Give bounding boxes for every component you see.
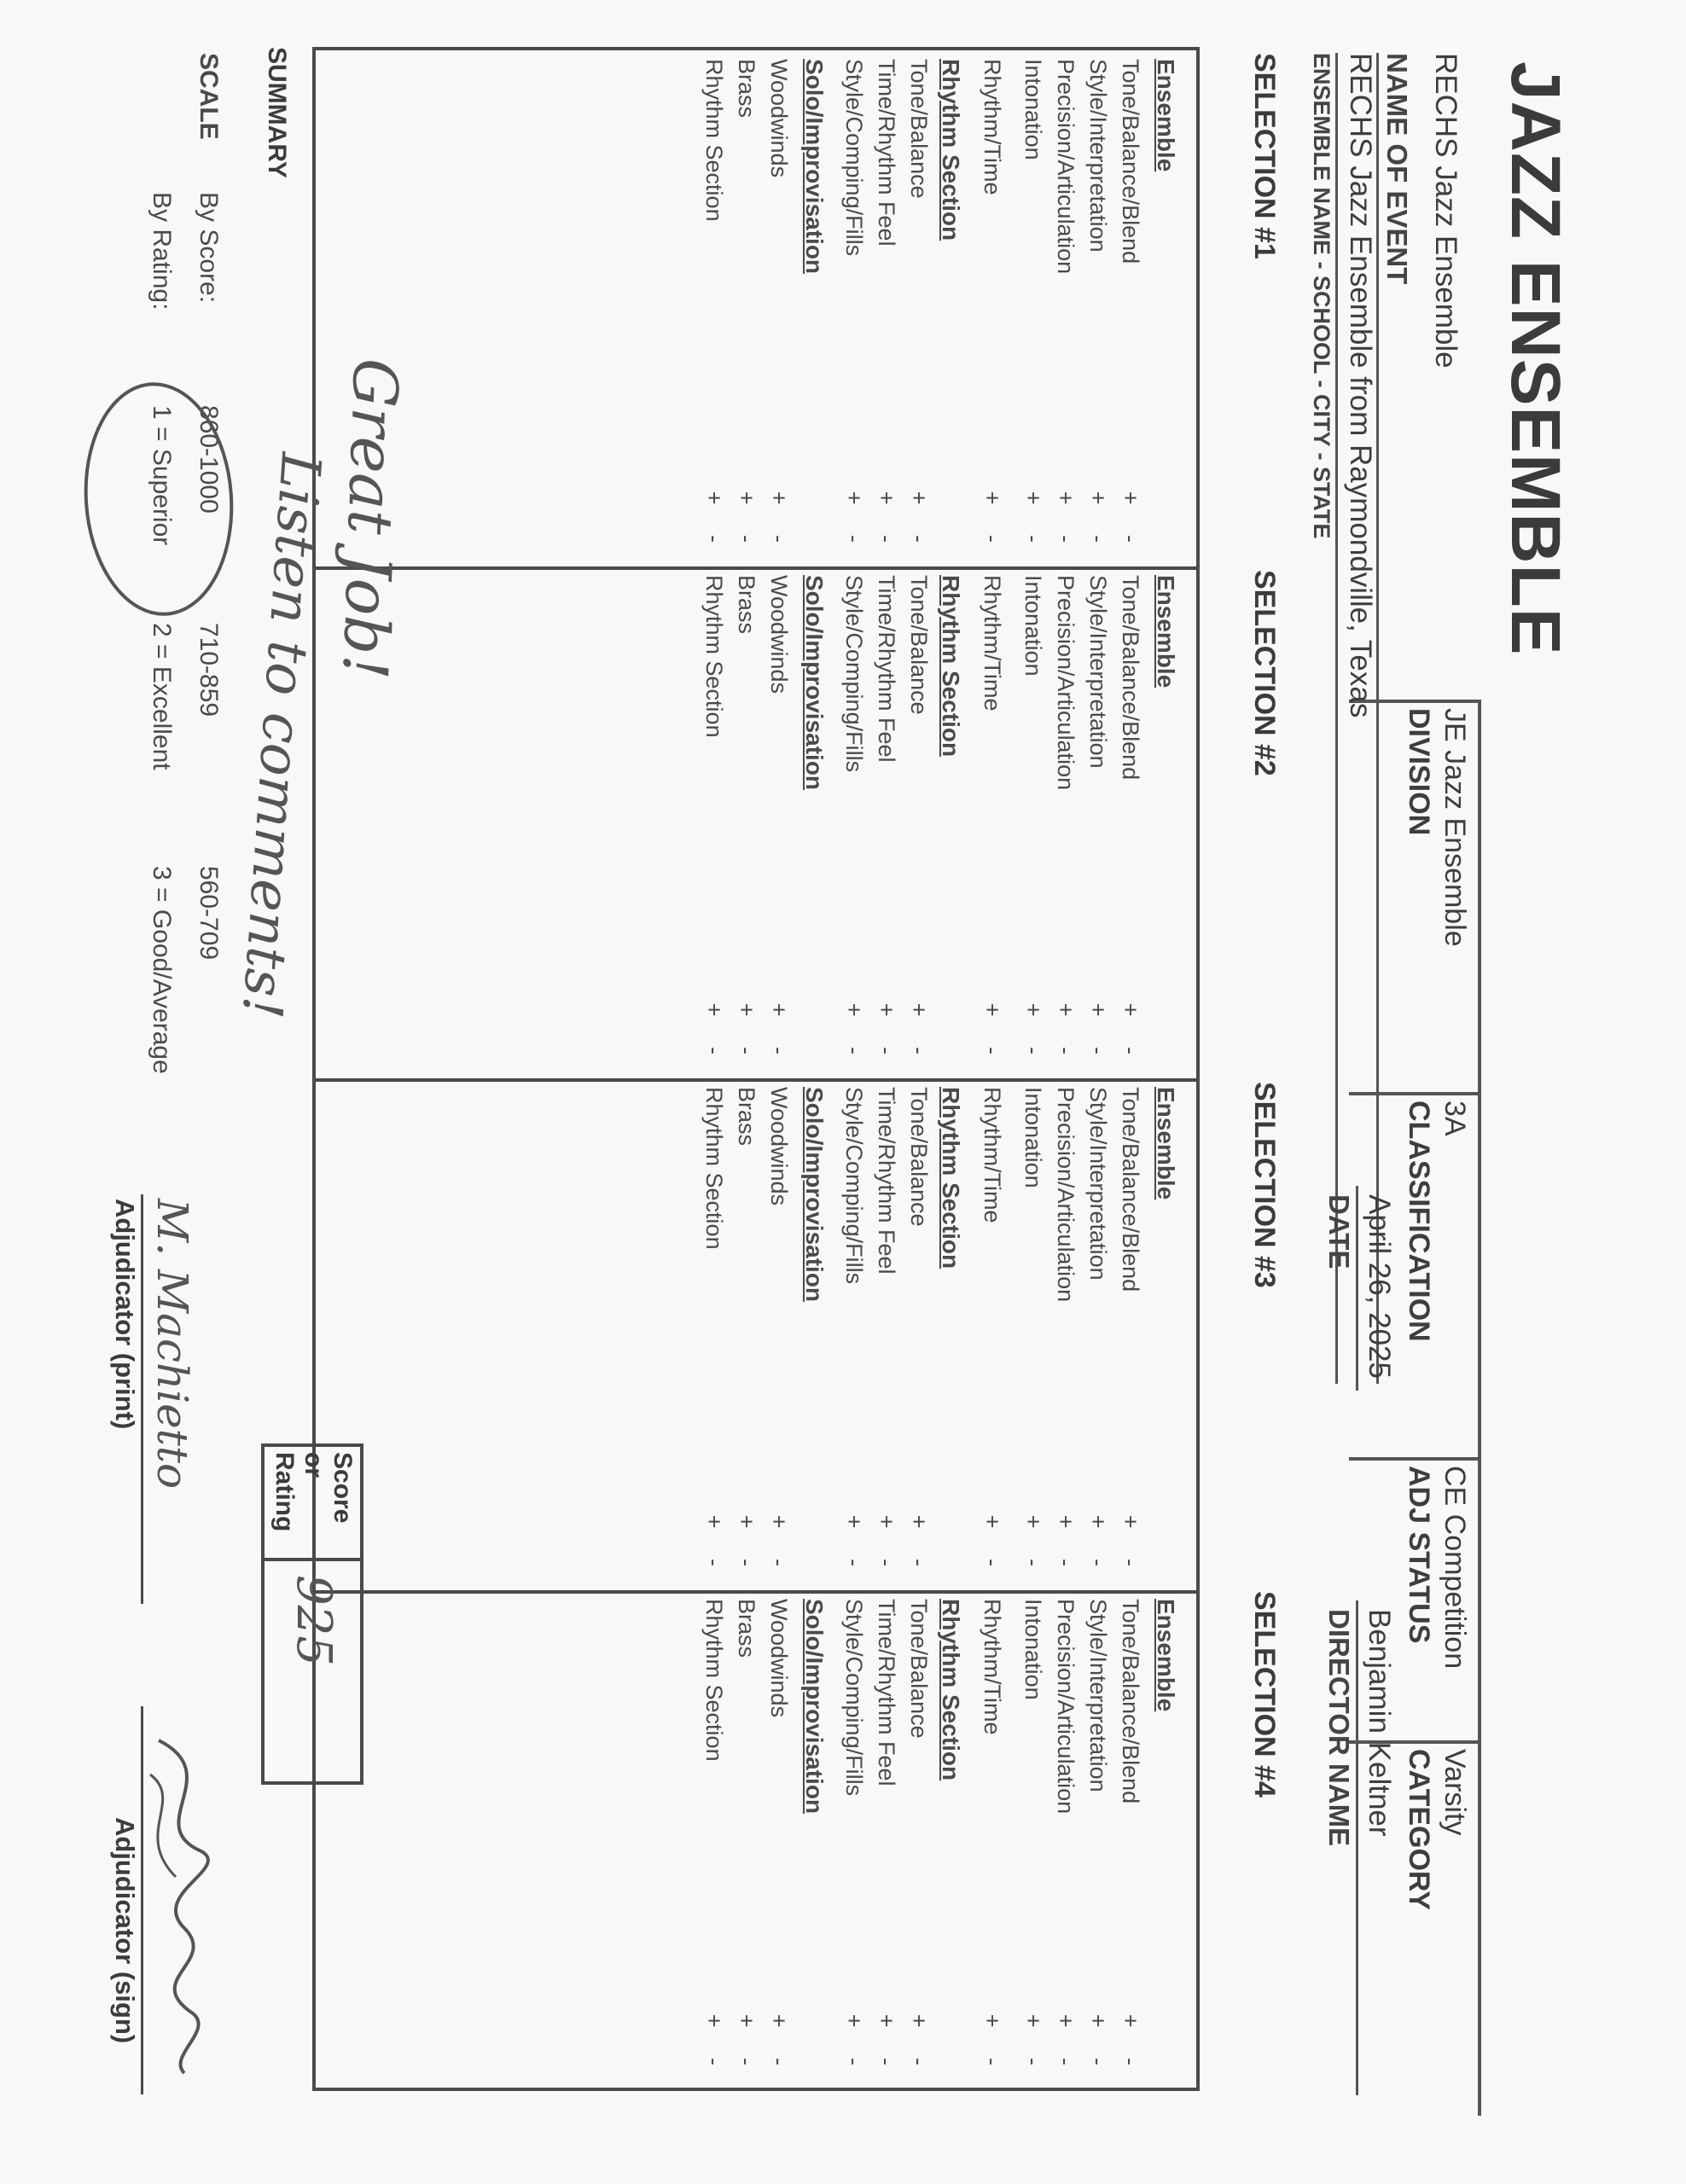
- criterion-label: Rhythm Section: [701, 575, 727, 738]
- criterion-label: Brass: [734, 59, 759, 119]
- criterion-label: Woodwinds: [766, 1599, 792, 1718]
- criterion-label: Tone/Balance: [906, 575, 932, 715]
- plus-minus-mark: + -: [874, 1002, 899, 1066]
- school-name: RECHS Jazz Ensemble: [1429, 53, 1462, 369]
- criterion-label: Time/Rhythm Feel: [874, 59, 899, 247]
- plus-minus-mark: + -: [841, 1514, 867, 1578]
- plus-minus-mark: + -: [841, 2013, 867, 2077]
- criterion-label: Time/Rhythm Feel: [874, 575, 899, 763]
- adjudicator-print-name: M. Machietto: [148, 1199, 197, 1490]
- criterion-label: Tone/Balance: [906, 1087, 932, 1227]
- criterion-label: Style/Comping/Fills: [841, 1087, 867, 1285]
- criterion-label: Rhythm/Time: [980, 575, 1005, 712]
- rating-excellent: 2 = Excellent: [148, 623, 176, 770]
- summary-label: SUMMARY: [263, 47, 291, 178]
- selection-1-column: [316, 50, 1196, 570]
- criterion-label: Brass: [734, 575, 759, 635]
- classification-value: 3A: [1439, 1101, 1471, 1136]
- plus-minus-mark: + -: [701, 491, 727, 555]
- name-of-event-label: NAME OF EVENT: [1381, 53, 1413, 285]
- criterion-label: Rhythm Section: [701, 1087, 727, 1250]
- plus-minus-mark: + -: [734, 2013, 759, 2077]
- plus-minus-mark: + -: [841, 1002, 867, 1066]
- plus-minus-mark: + -: [734, 491, 759, 555]
- director-rule: [1356, 1600, 1358, 2095]
- criterion-label: Tone/Balance/Blend: [1118, 1087, 1143, 1292]
- adjudicator-sign-line: [141, 1706, 143, 2094]
- handwritten-comment-2: Listen to comments!: [229, 450, 333, 1021]
- date-rule: [1356, 1186, 1358, 1391]
- adjudicator-print-line: [141, 1194, 143, 1604]
- plus-minus-mark: + -: [1085, 2013, 1111, 2077]
- score-box-divider: [265, 1558, 360, 1561]
- criterion-label: Rhythm Section: [938, 575, 964, 758]
- criterion-label: Rhythm/Time: [980, 59, 1005, 195]
- criterion-label: Tone/Balance/Blend: [1118, 575, 1143, 781]
- plus-minus-mark: + -: [980, 491, 1005, 555]
- criterion-label: Solo/Improvisation: [801, 1087, 828, 1303]
- score-range-superior: 860-1000: [195, 405, 223, 514]
- plus-minus-mark: + -: [734, 1002, 759, 1066]
- plus-minus-mark: + -: [1020, 491, 1046, 555]
- plus-minus-mark: + -: [906, 2013, 932, 2077]
- criterion-label: Ensemble: [1153, 1087, 1179, 1200]
- criterion-label: Precision/Articulation: [1053, 59, 1078, 275]
- plus-minus-mark: + -: [1053, 1002, 1078, 1066]
- criterion-label: Style/Comping/Fills: [841, 575, 867, 773]
- name-of-event-value: RECHS Jazz Ensemble from Raymondville, Texas: [1344, 53, 1377, 718]
- selection-1-title: SELECTION #1: [1248, 53, 1281, 259]
- division-label: DIVISION: [1403, 708, 1435, 836]
- plus-minus-mark: + -: [1118, 491, 1143, 555]
- by-rating-label: By Rating:: [148, 192, 176, 311]
- criterion-label: Style/Interpretation: [1085, 575, 1111, 769]
- criterion-label: Brass: [734, 1087, 759, 1147]
- date-value: April 26, 2025: [1363, 1194, 1396, 1379]
- plus-minus-mark: + -: [1053, 2013, 1078, 2077]
- plus-minus-mark: + -: [766, 491, 792, 555]
- criterion-label: Ensemble: [1153, 59, 1179, 172]
- plus-minus-mark: + -: [841, 491, 867, 555]
- score-box: [261, 1443, 363, 1785]
- selection-3-column: [316, 1078, 1196, 1594]
- plus-minus-mark: + -: [980, 1514, 1005, 1578]
- rating-good: 3 = Good/Average: [148, 866, 176, 1074]
- plus-minus-mark: + -: [1085, 491, 1111, 555]
- criterion-label: Rhythm/Time: [980, 1599, 1005, 1735]
- division-value: JE Jazz Ensemble: [1439, 708, 1471, 947]
- scale-label: SCALE: [195, 53, 223, 140]
- plus-minus-mark: + -: [701, 1002, 727, 1066]
- score-range-excellent: 710-859: [195, 623, 223, 717]
- plus-minus-mark: + -: [906, 491, 932, 555]
- plus-minus-mark: + -: [1118, 2013, 1143, 2077]
- plus-minus-mark: + -: [980, 1002, 1005, 1066]
- selection-2-column: [316, 566, 1196, 1082]
- criterion-label: Rhythm Section: [938, 1087, 964, 1269]
- classification-label: CLASSIFICATION: [1403, 1101, 1435, 1342]
- score-range-good: 560-709: [195, 866, 223, 961]
- by-score-label: By Score:: [195, 192, 223, 304]
- criterion-label: Style/Interpretation: [1085, 1599, 1111, 1792]
- criterion-label: Solo/Improvisation: [801, 1599, 828, 1815]
- criterion-label: Style/Comping/Fills: [841, 1599, 867, 1797]
- plus-minus-mark: + -: [1053, 491, 1078, 555]
- score-or-rating-label: Score or Rating: [270, 1452, 357, 1532]
- criterion-label: Time/Rhythm Feel: [874, 1087, 899, 1275]
- criterion-label: Tone/Balance: [906, 1599, 932, 1739]
- rating-superior: 1 = Superior: [148, 405, 176, 546]
- selection-3-title: SELECTION #3: [1248, 1082, 1281, 1288]
- handwritten-comment-1: Great Job!: [328, 357, 412, 681]
- plus-minus-mark: + -: [874, 2013, 899, 2077]
- adjudicator-print-label: Adjudicator (print): [110, 1199, 140, 1430]
- criterion-label: Tone/Balance/Blend: [1118, 59, 1143, 264]
- selection-4-column: [316, 1590, 1196, 2089]
- criterion-label: Solo/Improvisation: [801, 59, 828, 275]
- ensemble-name-label: ENSEMBLE NAME - SCHOOL - CITY - STATE: [1309, 53, 1334, 539]
- ensemble-name-rule: [1335, 53, 1338, 1384]
- criterion-label: Style/Interpretation: [1085, 1087, 1111, 1281]
- criterion-label: Rhythm/Time: [980, 1087, 1005, 1223]
- division-field: [1349, 700, 1481, 1078]
- criterion-label: Brass: [734, 1599, 759, 1658]
- adjudicator-sign-label: Adjudicator (sign): [110, 1817, 140, 2044]
- plus-minus-mark: + -: [1053, 1514, 1078, 1578]
- criterion-label: Intonation: [1020, 59, 1046, 160]
- director-name-label: DIRECTOR NAME: [1323, 1609, 1355, 1847]
- selection-2-title: SELECTION #2: [1248, 570, 1281, 776]
- selection-4-title: SELECTION #4: [1248, 1591, 1281, 1798]
- criterion-label: Ensemble: [1153, 575, 1179, 688]
- plus-minus-mark: + -: [1118, 1514, 1143, 1578]
- adj-status-value: CE Competition: [1439, 1466, 1471, 1670]
- adj-status-label: ADJ STATUS: [1403, 1466, 1435, 1644]
- rating-circle-mark: [73, 375, 244, 623]
- criterion-label: Solo/Improvisation: [801, 575, 828, 791]
- plus-minus-mark: + -: [766, 1002, 792, 1066]
- plus-minus-mark: + -: [766, 2013, 792, 2077]
- criterion-label: Ensemble: [1153, 1599, 1179, 1712]
- criterion-label: Rhythm Section: [701, 59, 727, 222]
- criterion-label: Tone/Balance: [906, 59, 932, 199]
- plus-minus-mark: + -: [701, 2013, 727, 2077]
- selection-table: [312, 47, 1200, 2091]
- director-name-value: Benjamin Keltner: [1363, 1609, 1396, 1837]
- plus-minus-mark: + -: [766, 1514, 792, 1578]
- category-value: Varsity: [1439, 1749, 1471, 1836]
- criterion-label: Intonation: [1020, 1087, 1046, 1188]
- criterion-label: Woodwinds: [766, 1087, 792, 1206]
- criterion-label: Precision/Articulation: [1053, 1599, 1078, 1815]
- plus-minus-mark: + -: [906, 1002, 932, 1066]
- plus-minus-mark: + -: [1085, 1002, 1111, 1066]
- plus-minus-mark: + -: [1085, 1514, 1111, 1578]
- plus-minus-mark: + -: [734, 1514, 759, 1578]
- plus-minus-mark: + -: [1020, 1002, 1046, 1066]
- criterion-label: Woodwinds: [766, 59, 792, 178]
- plus-minus-mark: + -: [980, 2013, 1005, 2077]
- category-label: CATEGORY: [1403, 1749, 1435, 1910]
- criterion-label: Rhythm Section: [938, 1599, 964, 1781]
- date-label: DATE: [1323, 1194, 1355, 1269]
- plus-minus-mark: + -: [1020, 2013, 1046, 2077]
- criterion-label: Style/Comping/Fills: [841, 59, 867, 257]
- criterion-label: Precision/Articulation: [1053, 575, 1078, 791]
- score-value: 925: [286, 1575, 341, 1666]
- plus-minus-mark: + -: [1118, 1002, 1143, 1066]
- plus-minus-mark: + -: [874, 1514, 899, 1578]
- plus-minus-mark: + -: [874, 491, 899, 555]
- criterion-label: Rhythm Section: [938, 59, 964, 241]
- plus-minus-mark: + -: [1020, 1514, 1046, 1578]
- criterion-label: Precision/Articulation: [1053, 1087, 1078, 1303]
- criterion-label: Rhythm Section: [701, 1599, 727, 1762]
- criterion-label: Intonation: [1020, 575, 1046, 677]
- criterion-label: Tone/Balance/Blend: [1118, 1599, 1143, 1804]
- criterion-label: Woodwinds: [766, 575, 792, 694]
- plus-minus-mark: + -: [701, 1514, 727, 1578]
- criterion-label: Style/Interpretation: [1085, 59, 1111, 253]
- criterion-label: Intonation: [1020, 1599, 1046, 1700]
- criterion-label: Time/Rhythm Feel: [874, 1599, 899, 1786]
- plus-minus-mark: + -: [906, 1514, 932, 1578]
- form-title: JAZZ ENSEMBLE: [1497, 61, 1574, 656]
